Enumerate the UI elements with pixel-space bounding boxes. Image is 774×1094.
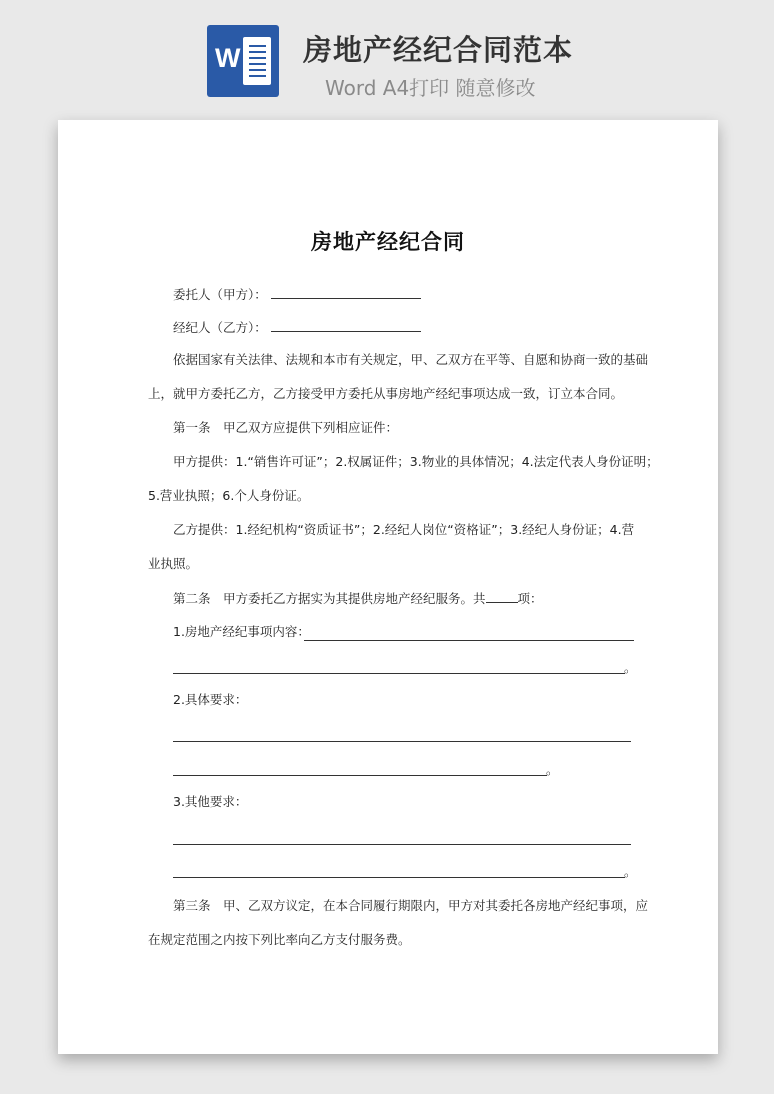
item-1-label: 1.房地产经纪事项内容： [173,624,310,639]
item-1-period: 。 [624,660,637,675]
agent-label: 经纪人（乙方）： [173,320,267,335]
item-2-period: 。 [546,762,559,777]
word-logo-icon [207,25,279,97]
party-b-docs-line-2: 业执照。 [148,556,199,571]
intro-line-2: 上，就甲方委托乙方，乙方接受甲方委托从事房地产经纪事项达成一致，订立本合同。 [148,386,624,401]
item-1-rule-a [304,640,634,641]
principal-line [173,286,421,303]
banner-title: 房地产经纪合同范本 [303,33,574,67]
item-3-rule-a [173,844,631,845]
item-2-rule-a [173,741,631,742]
principal-label: 委托人（甲方）： [173,287,267,302]
article-2-line [173,590,543,607]
document-title: 房地产经纪合同 [311,230,465,254]
article-3-line-2: 在规定范围之内按下列比率向乙方支付服务费。 [148,932,411,947]
logo-letter: W [215,43,241,73]
item-2-rule-b [173,775,547,776]
item-count-blank [486,590,518,603]
article-1-heading: 第一条 甲乙双方应提供下列相应证件： [173,420,399,435]
item-3-period: 。 [624,864,637,879]
article-2-suffix: 项： [517,591,543,606]
document-lines-icon [243,37,271,85]
intro-line-1: 依据国家有关法律、法规和本市有关规定，甲、乙双方在平等、自愿和协商一致的基础 [173,352,649,367]
principal-blank [271,286,421,299]
party-b-docs-line-1: 乙方提供：1.经纪机构“资质证书”；2.经纪人岗位“资格证”；3.经纪人身份证；4.营 [173,522,635,537]
item-3-rule-b [173,877,625,878]
agent-blank [271,319,421,332]
banner-subtitle: Word A4打印 随意修改 [325,76,536,100]
document-page [58,120,718,1054]
banner-header [0,0,774,110]
article-2-prefix: 第二条 甲方委托乙方据实为其提供房地产经纪服务。共 [173,591,486,606]
item-2-label: 2.具体要求： [173,692,248,707]
party-a-docs-line-2: 5.营业执照；6.个人身份证。 [148,488,310,503]
party-a-docs-line-1: 甲方提供：1.“销售许可证”；2.权属证件；3.物业的具体情况；4.法定代表人身份证明； [173,454,659,469]
item-1-rule-b [173,673,625,674]
item-3-label: 3.其他要求： [173,794,248,809]
article-3-line-1: 第三条 甲、乙双方议定，在本合同履行期限内，甲方对其委托各房地产经纪事项，应 [173,898,649,913]
agent-line [173,319,421,336]
